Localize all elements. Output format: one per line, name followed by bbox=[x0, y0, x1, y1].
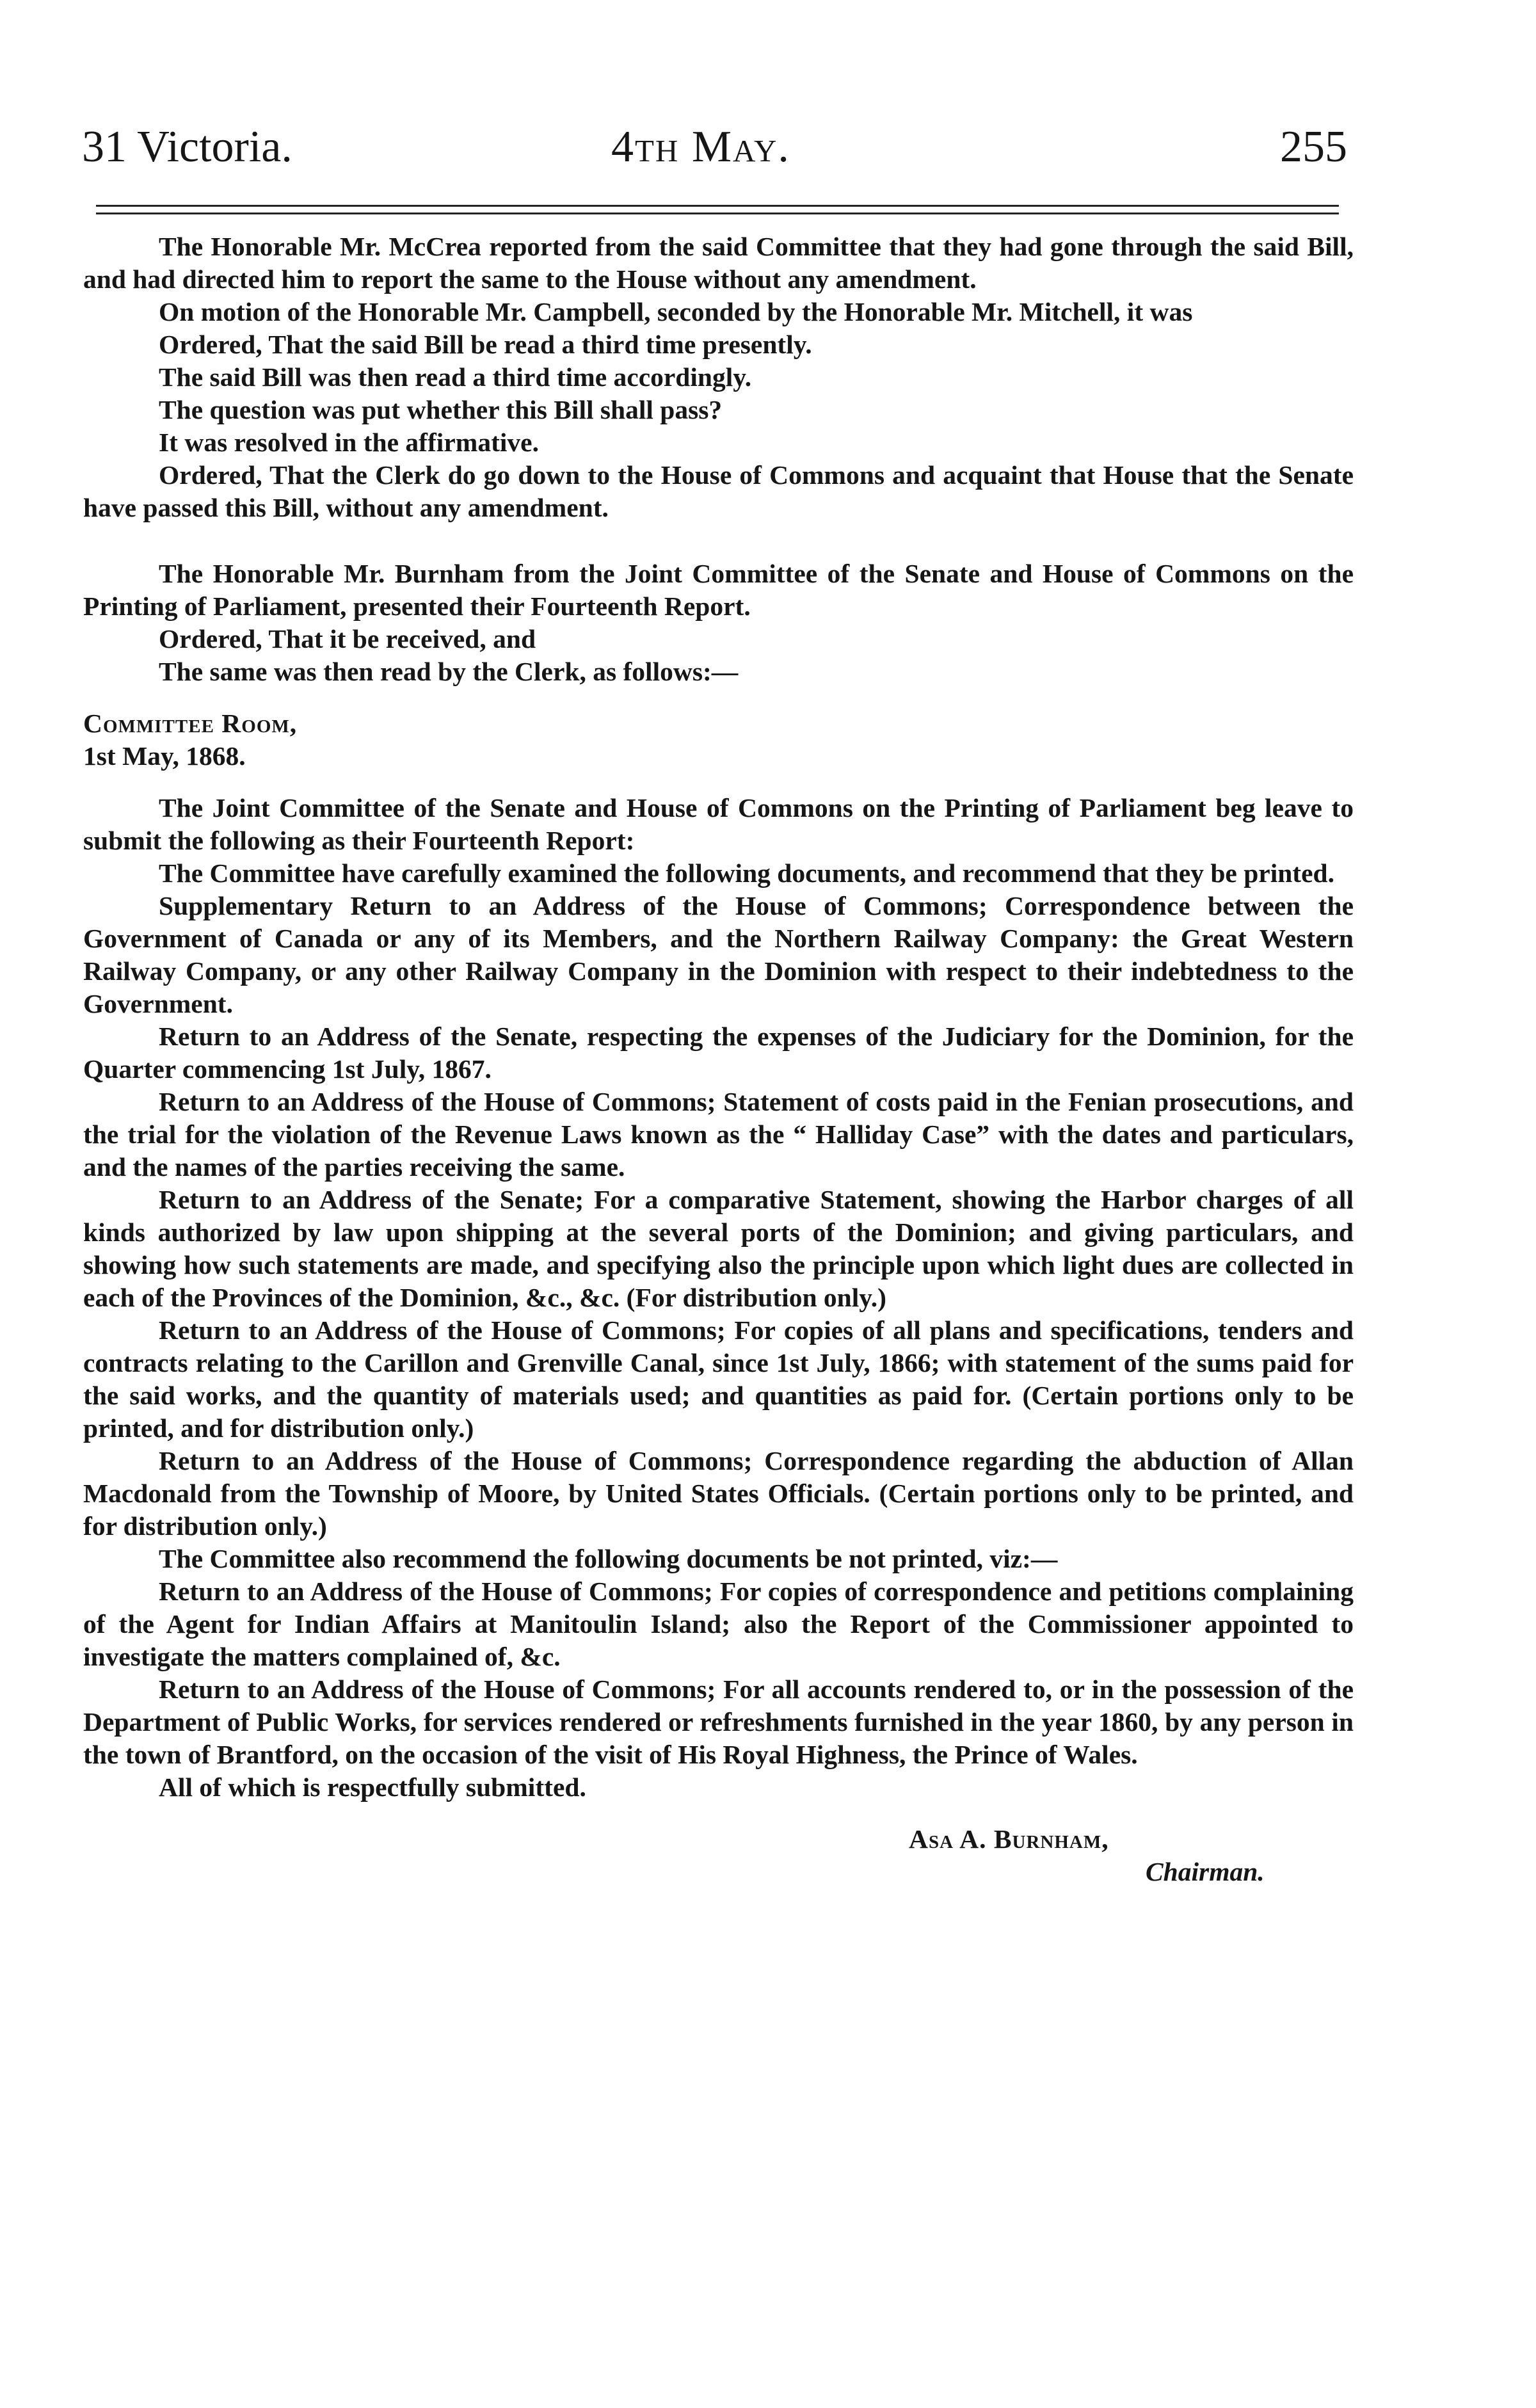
signature-name: Asa A. Burnham, bbox=[909, 1824, 1109, 1854]
header-date: 4th May. bbox=[611, 122, 790, 172]
paragraph: Ordered, That the Clerk do go down to the House of Commons and acquaint that House that the Senate have passed this Bill, without any amendment. bbox=[83, 460, 1354, 522]
paragraph: All of which is respectfully submitted. bbox=[159, 1772, 586, 1802]
signature-title: Chairman. bbox=[1146, 1857, 1265, 1886]
paragraph: The said Bill was then read a third time accordingly. bbox=[159, 362, 752, 392]
spacer bbox=[83, 524, 1354, 558]
paragraph: The same was then read by the Clerk, as follows:— bbox=[159, 657, 739, 686]
paragraph: Return to an Address of the House of Commons; Statement of costs paid in the Fenian prosecutions, and the trial for the violation of the Revenue Laws known as the “ Halliday Case” with the dates and particulars, and the names of the parties receiving the same. bbox=[83, 1087, 1354, 1182]
report-location: Committee Room, bbox=[83, 709, 298, 738]
header-rule bbox=[96, 213, 1339, 214]
running-header bbox=[0, 118, 1536, 189]
paragraph: The Joint Committee of the Senate and House of Commons on the Printing of Parliament beg leave to submit the following as their Fourteenth Report: bbox=[83, 793, 1354, 855]
paragraph: The Honorable Mr. McCrea reported from the said Committee that they had gone through the said Bill, and had directed him to report the same to the House without any amendment. bbox=[83, 232, 1354, 294]
paragraph: It was resolved in the affirmative. bbox=[159, 428, 539, 457]
paragraph: Return to an Address of the House of Commons; For copies of all plans and specifications, tenders and contracts relating to the Carillon and Grenville Canal, since 1st July, 1866; with statement of the sums paid for the said works, and the quantity of materials used; and quantities as paid for. (Certain portions only to be printed, and for distribution only.) bbox=[83, 1315, 1354, 1443]
header-regnal-year: 31 Victoria. bbox=[82, 122, 292, 172]
paragraph: Return to an Address of the Senate, respecting the expenses of the Judiciary for the Dominion, for the Quarter commencing 1st July, 1867. bbox=[83, 1022, 1354, 1084]
spacer bbox=[83, 688, 1354, 707]
paragraph: The Honorable Mr. Burnham from the Joint Committee of the Senate and House of Commons on the Printing of Parliament, presented their Fourteenth Report. bbox=[83, 559, 1354, 621]
paragraph: Return to an Address of the House of Commons; For all accounts rendered to, or in the possession of the Department of Public Works, for services rendered or refreshments furnished in the year 1860, by any person in the town of Brantford, on the occasion of the visit of His Royal Highness, the Prince of Wales. bbox=[83, 1674, 1354, 1769]
spacer bbox=[83, 773, 1354, 792]
report-date: 1st May, 1868. bbox=[83, 741, 246, 771]
paragraph: Return to an Address of the House of Commons; Correspondence regarding the abduction of Allan Macdonald from the Township of Moore, by United States Officials. (Certain portions only to be printed, and for distribution only.) bbox=[83, 1446, 1354, 1541]
paragraph: The question was put whether this Bill shall pass? bbox=[159, 395, 723, 424]
paragraph: On motion of the Honorable Mr. Campbell, seconded by the Honorable Mr. Mitchell, it was bbox=[159, 297, 1193, 326]
paragraph: Return to an Address of the House of Commons; For copies of correspondence and petitions complaining of the Agent for Indian Affairs at Manitoulin Island; also the Report of the Commissioner appointed to investigate the matters complained of, &c. bbox=[83, 1577, 1354, 1671]
header-rule bbox=[96, 205, 1339, 207]
paragraph: Supplementary Return to an Address of the House of Commons; Correspondence between the Government of Canada or any of its Members, and the Northern Railway Company: the Great Western Railway Company, or any other Railway Company in the Dominion with respect to their indebtedness to the Government. bbox=[83, 891, 1354, 1018]
paragraph: Ordered, That the said Bill be read a third time presently. bbox=[159, 330, 812, 359]
paragraph: Ordered, That it be received, and bbox=[159, 624, 536, 654]
page-body bbox=[83, 230, 1354, 1888]
page-number: 255 bbox=[1280, 122, 1347, 172]
spacer bbox=[83, 1804, 1354, 1823]
paragraph: Return to an Address of the Senate; For a comparative Statement, showing the Harbor charges of all kinds authorized by law upon shipping at the several ports of the Dominion; and giving particulars, and showing how such statements are made, and specifying also the principle upon which light dues are collected in each of the Provinces of the Dominion, &c., &c. (For distribution only.) bbox=[83, 1185, 1354, 1312]
paragraph: The Committee have carefully examined the following documents, and recommend that they be printed. bbox=[159, 858, 1335, 888]
paragraph: The Committee also recommend the following documents be not printed, viz:— bbox=[159, 1544, 1058, 1573]
